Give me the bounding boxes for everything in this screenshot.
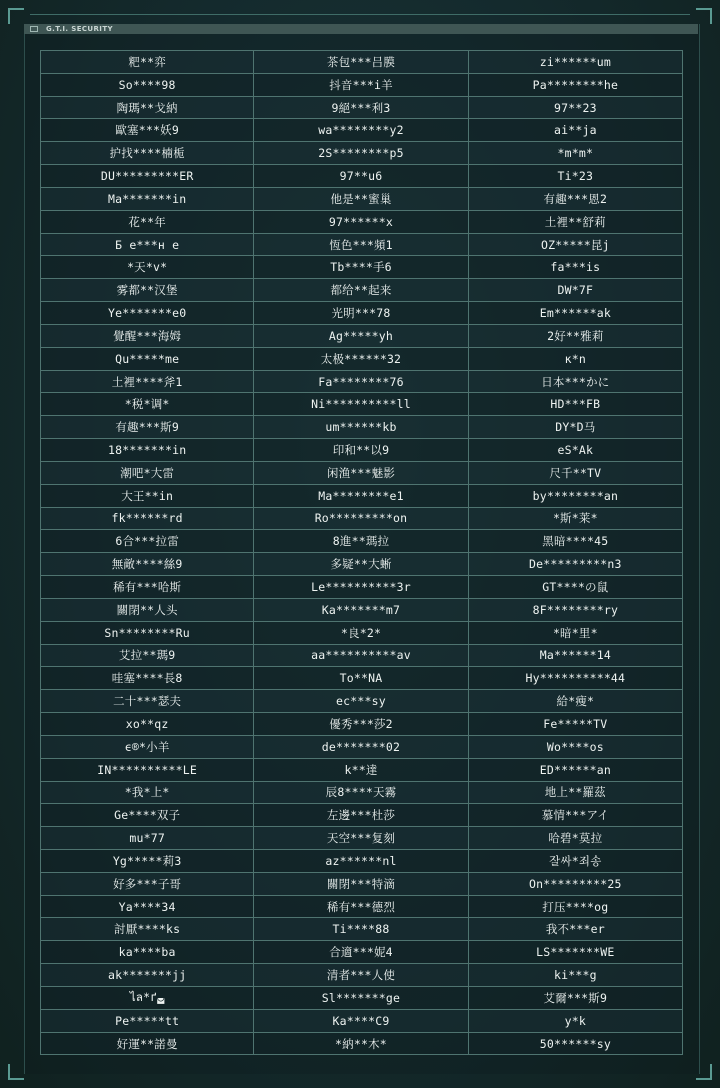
name-table-body — [41, 51, 683, 1055]
table-cell: Qu*****me — [41, 347, 254, 370]
table-cell: xo**qz — [41, 713, 254, 736]
table-cell: eS*Ak — [468, 439, 682, 462]
table-cell: fa***is — [468, 256, 682, 279]
table-cell: De*********n3 — [468, 553, 682, 576]
table-cell: Ni**********ll — [254, 393, 468, 416]
table-cell: 茶包***吕膜 — [254, 51, 468, 74]
table-row — [41, 1009, 683, 1032]
table-cell: ka****ba — [41, 941, 254, 964]
table-cell: 2S********p5 — [254, 142, 468, 165]
table-cell: 艾拉**瑪9 — [41, 644, 254, 667]
table-cell: 給*瘦* — [468, 690, 682, 713]
table-cell: Ag*****yh — [254, 324, 468, 347]
table-cell: Sn********Ru — [41, 621, 254, 644]
table-cell: DY*D马 — [468, 416, 682, 439]
table-cell: 护找****楠栀 — [41, 142, 254, 165]
table-cell: *m*m* — [468, 142, 682, 165]
table-row — [41, 393, 683, 416]
table-row — [41, 758, 683, 781]
table-cell: 無敵****絲9 — [41, 553, 254, 576]
table-cell: 關閉***特滴 — [254, 872, 468, 895]
name-table — [40, 50, 683, 1055]
table-row — [41, 598, 683, 621]
table-cell: Sl*******ge — [254, 986, 468, 1009]
table-row — [41, 553, 683, 576]
table-cell: y*k — [468, 1009, 682, 1032]
table-cell: Ya****34 — [41, 895, 254, 918]
table-row — [41, 964, 683, 987]
table-cell: 合適***妮4 — [254, 941, 468, 964]
table-row — [41, 142, 683, 165]
table-cell: Pe*****tt — [41, 1009, 254, 1032]
table-cell: 6合***拉雷 — [41, 530, 254, 553]
table-cell: 我不***er — [468, 918, 682, 941]
table-row — [41, 690, 683, 713]
table-row — [41, 576, 683, 599]
table-cell: by********an — [468, 484, 682, 507]
header-bar — [24, 24, 698, 34]
table-cell: On*********25 — [468, 872, 682, 895]
frame-corner-top-right — [696, 8, 712, 24]
table-cell: Ti*23 — [468, 165, 682, 188]
table-cell: 抖音***i羊 — [254, 73, 468, 96]
table-cell: Em******ak — [468, 302, 682, 325]
table-row — [41, 370, 683, 393]
table-cell: *税*调* — [41, 393, 254, 416]
table-row — [41, 735, 683, 758]
table-cell: 好多***子哥 — [41, 872, 254, 895]
table-cell: Le**********3r — [254, 576, 468, 599]
table-cell: GT****の鼠 — [468, 576, 682, 599]
table-cell: 慕情***アイ — [468, 804, 682, 827]
table-cell: 有趣***斯9 — [41, 416, 254, 439]
header-logo-icon — [30, 26, 38, 32]
table-cell: 9絕***利3 — [254, 96, 468, 119]
table-cell: ki***g — [468, 964, 682, 987]
table-row — [41, 804, 683, 827]
table-cell: ϵ®*小羊 — [41, 735, 254, 758]
table-cell: *良*2* — [254, 621, 468, 644]
table-cell: Б е***н е — [41, 233, 254, 256]
table-cell: ไล*ґ◛ — [41, 986, 254, 1009]
table-cell: 黑暗****45 — [468, 530, 682, 553]
table-row — [41, 918, 683, 941]
table-cell: 艾爾***斯9 — [468, 986, 682, 1009]
table-row — [41, 302, 683, 325]
table-cell: 稀有***哈斯 — [41, 576, 254, 599]
table-cell: 好運**諾曼 — [41, 1032, 254, 1055]
table-row — [41, 324, 683, 347]
table-row — [41, 530, 683, 553]
table-cell: DU*********ER — [41, 165, 254, 188]
table-cell: 優秀***莎2 — [254, 713, 468, 736]
table-cell: 潮吧*大雷 — [41, 461, 254, 484]
table-cell: *天*v* — [41, 256, 254, 279]
table-row — [41, 872, 683, 895]
table-cell: 97**u6 — [254, 165, 468, 188]
table-cell: 都给**起来 — [254, 279, 468, 302]
table-cell: 印和**以9 — [254, 439, 468, 462]
frame-corner-top-left — [8, 8, 24, 24]
table-cell: 哈碧*莫拉 — [468, 827, 682, 850]
table-cell: 打压****og — [468, 895, 682, 918]
table-cell: 尺千**TV — [468, 461, 682, 484]
table-cell: Fe*****TV — [468, 713, 682, 736]
table-cell: ak*******jj — [41, 964, 254, 987]
table-row — [41, 849, 683, 872]
table-cell: 哇塞****長8 — [41, 667, 254, 690]
table-cell: Ye*******e0 — [41, 302, 254, 325]
table-row — [41, 986, 683, 1009]
table-cell: ec***sy — [254, 690, 468, 713]
table-cell: fk******rd — [41, 507, 254, 530]
table-cell: wa********y2 — [254, 119, 468, 142]
table-cell: az******nl — [254, 849, 468, 872]
table-row — [41, 256, 683, 279]
table-row — [41, 1032, 683, 1055]
table-cell: Fa********76 — [254, 370, 468, 393]
table-cell: Ma*******in — [41, 187, 254, 210]
table-cell: 左邊***杜莎 — [254, 804, 468, 827]
table-cell: zi******um — [468, 51, 682, 74]
table-cell: 光明***78 — [254, 302, 468, 325]
table-cell: Ro*********on — [254, 507, 468, 530]
table-cell: mu*77 — [41, 827, 254, 850]
table-row — [41, 667, 683, 690]
table-cell: Ka****C9 — [254, 1009, 468, 1032]
table-cell: 잘싸*죄송 — [468, 849, 682, 872]
table-row — [41, 96, 683, 119]
table-cell: 50******sy — [468, 1032, 682, 1055]
header-title: G.T.I. SECURITY — [46, 25, 113, 33]
table-row — [41, 279, 683, 302]
table-cell: 2好**雅莉 — [468, 324, 682, 347]
frame-corner-bottom-left — [8, 1064, 24, 1080]
table-cell: 多疑**大蜥 — [254, 553, 468, 576]
table-row — [41, 210, 683, 233]
table-cell: Ti****88 — [254, 918, 468, 941]
table-cell: 有趣***恩2 — [468, 187, 682, 210]
table-cell: Ka*******m7 — [254, 598, 468, 621]
table-cell: Tb****手6 — [254, 256, 468, 279]
table-cell: 18*******in — [41, 439, 254, 462]
table-cell: *我*上* — [41, 781, 254, 804]
table-cell: HD***FB — [468, 393, 682, 416]
table-row — [41, 713, 683, 736]
table-cell: To**NA — [254, 667, 468, 690]
table-cell: 8進**瑪拉 — [254, 530, 468, 553]
table-cell: *暗*里* — [468, 621, 682, 644]
table-cell: Pa********he — [468, 73, 682, 96]
table-cell: um******kb — [254, 416, 468, 439]
table-row — [41, 439, 683, 462]
table-row — [41, 187, 683, 210]
table-cell: 清者***人使 — [254, 964, 468, 987]
table-cell: 日本***かに — [468, 370, 682, 393]
table-row — [41, 484, 683, 507]
table-cell: 辰8****天霧 — [254, 781, 468, 804]
table-row — [41, 416, 683, 439]
table-cell: κ*n — [468, 347, 682, 370]
table-cell: *斯*莱* — [468, 507, 682, 530]
table-cell: Ge****双子 — [41, 804, 254, 827]
table-cell: 恆色***頻1 — [254, 233, 468, 256]
table-cell: 太极******32 — [254, 347, 468, 370]
table-cell: Ma********e1 — [254, 484, 468, 507]
table-cell: So****98 — [41, 73, 254, 96]
table-cell: 雾都**汉堡 — [41, 279, 254, 302]
table-cell: 大王**in — [41, 484, 254, 507]
table-row — [41, 119, 683, 142]
table-cell: 地上**羅茲 — [468, 781, 682, 804]
table-cell: 花**年 — [41, 210, 254, 233]
table-cell: 粑**弈 — [41, 51, 254, 74]
table-cell: aa**********av — [254, 644, 468, 667]
table-row — [41, 233, 683, 256]
table-row — [41, 827, 683, 850]
table-cell: 關閉**人头 — [41, 598, 254, 621]
table-cell: 覺醒***海姆 — [41, 324, 254, 347]
table-cell: 天空***复刻 — [254, 827, 468, 850]
table-cell: 97******x — [254, 210, 468, 233]
table-row — [41, 941, 683, 964]
table-cell: 二十***瑟夫 — [41, 690, 254, 713]
table-row — [41, 644, 683, 667]
table-row — [41, 507, 683, 530]
table-cell: 陶瑪**戈納 — [41, 96, 254, 119]
table-cell: 他是**蜜巢 — [254, 187, 468, 210]
table-cell: 歐塞***妖9 — [41, 119, 254, 142]
top-divider — [30, 14, 690, 15]
table-cell: k**達 — [254, 758, 468, 781]
table-cell: Wo****os — [468, 735, 682, 758]
table-cell: IN**********LE — [41, 758, 254, 781]
table-cell: 8F********ry — [468, 598, 682, 621]
table-row — [41, 621, 683, 644]
table-row — [41, 347, 683, 370]
table-cell: 闲渔***魅影 — [254, 461, 468, 484]
table-cell: *納**木* — [254, 1032, 468, 1055]
table-cell: 土裡**舒莉 — [468, 210, 682, 233]
table-cell: DW*7F — [468, 279, 682, 302]
table-cell: Hy**********44 — [468, 667, 682, 690]
table-row — [41, 781, 683, 804]
table-cell: LS*******WE — [468, 941, 682, 964]
table-row — [41, 461, 683, 484]
table-cell: Yg*****莉3 — [41, 849, 254, 872]
table-cell: OZ*****昆j — [468, 233, 682, 256]
table-cell: ED******an — [468, 758, 682, 781]
table-row — [41, 895, 683, 918]
table-cell: de*******02 — [254, 735, 468, 758]
table-cell: 土裡****斧1 — [41, 370, 254, 393]
table-row — [41, 165, 683, 188]
table-cell: 稀有***德烈 — [254, 895, 468, 918]
table-cell: 討厭****ks — [41, 918, 254, 941]
table-cell: ai**ja — [468, 119, 682, 142]
table-row — [41, 51, 683, 74]
table-row — [41, 73, 683, 96]
table-cell: Ma******14 — [468, 644, 682, 667]
table-cell: 97**23 — [468, 96, 682, 119]
